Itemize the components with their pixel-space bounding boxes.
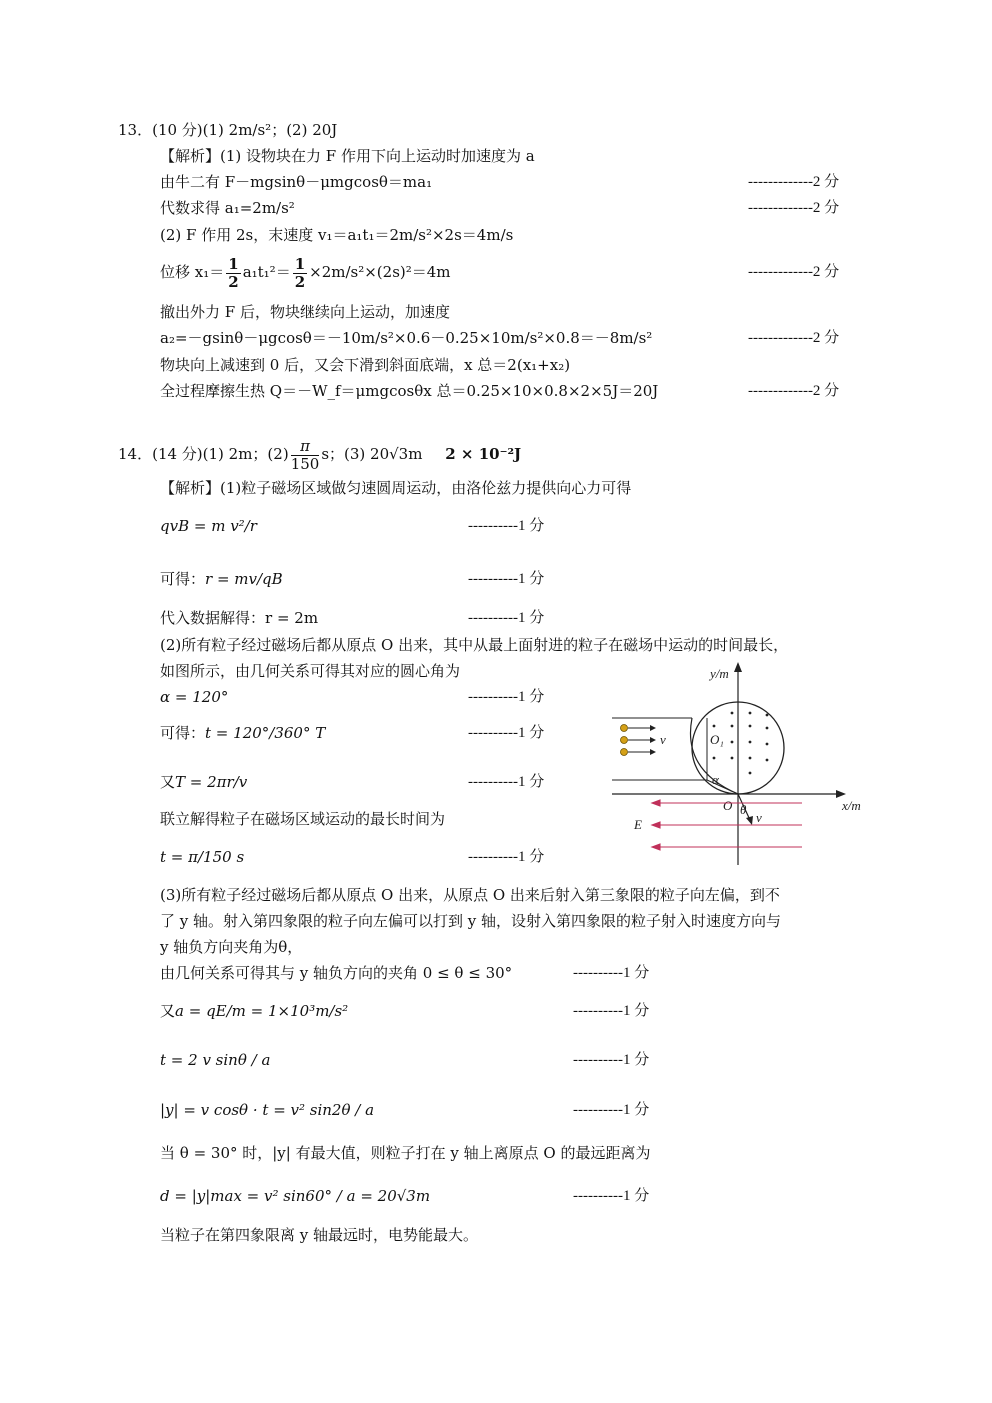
q14-para2b: 如图所示，由几何关系可得其对应的圆心角为 [160, 662, 461, 680]
score-label: ----------1 分 [468, 518, 545, 534]
eq-period: 又T = 2πr/v [160, 773, 248, 791]
q14-header: 14．(14 分)(1) 2m；(2) $\frac{\pi}{150}$ s；(3) 20√3m 2 × 10⁻²J [118, 436, 522, 473]
score-label: ----------1 分 [468, 689, 545, 705]
q14-analysis: 【解析】(1)粒子磁场区域做匀速圆周运动，由洛伦兹力提供向心力可得 [160, 479, 632, 497]
eq-max-distance: d = |y|max = v² sin60° / a = 20√3m [160, 1187, 431, 1205]
field-E-label: E [634, 817, 642, 832]
score-label: -------------2 分 [748, 200, 840, 216]
velocity-label: v [660, 732, 666, 747]
score-label: ----------1 分 [573, 965, 650, 981]
y-axis-label: y/m [710, 666, 729, 681]
score-label: ----------1 分 [468, 610, 545, 626]
exit-velocity-label: v [756, 810, 762, 825]
q14-para2a: (2)所有粒子经过磁场后都从原点 O 出来，其中从最上面射进的粒子在磁场中运动的时间最长， [160, 636, 789, 654]
q14-para3a: (3)所有粒子经过磁场后都从原点 O 出来，从原点 O 出来后射入第三象限的粒子向左偏，到不 [160, 886, 780, 904]
q13-line8: 全过程摩擦生热 Q＝－W_f＝μmgcosθx 总＝0.25×10×0.8×2×5J＝20J [160, 382, 659, 400]
exit-velocity-arrowhead [746, 816, 753, 825]
eq-time-fraction: 可得：t = 120°/360° T [160, 724, 326, 742]
eq-radius: 可得：r = mv/qB [160, 570, 283, 588]
q13-line6: a₂=－gsinθ－μgcosθ＝－10m/s²×0.6－0.25×10m/s²×0.8＝－8m/s² [160, 329, 653, 347]
theta-label: θ [740, 802, 747, 817]
particle-source [621, 725, 657, 756]
fraction-half: $\frac{1}{2}$ [228, 254, 239, 291]
center-label: O₁ [710, 732, 724, 747]
eq-max-time: t = π/150 s [160, 848, 245, 866]
score-label: ----------1 分 [468, 571, 545, 587]
score-label: ----------1 分 [573, 1102, 650, 1118]
score-label: -------------2 分 [748, 330, 840, 346]
q13-line4: 位移 x₁＝ $\frac{1}{2}$ a₁t₁²＝ $\frac{1}{2}$ ×2m/s²×(2s)²＝4m [160, 254, 451, 291]
eq-flight-time: t = 2 v sinθ / a [160, 1051, 271, 1069]
score-label: ----------1 分 [573, 1003, 650, 1019]
eq-lorentz: qvB = m v²/r [160, 517, 257, 535]
score-label: -------------2 分 [748, 264, 840, 280]
fraction-pi-150: $\frac{\pi}{150}$ [290, 436, 320, 473]
score-label: -------------2 分 [748, 383, 840, 399]
eq-radius-value: 代入数据解得：r = 2m [160, 609, 319, 627]
q13-line3: (2) F 作用 2s，末速度 v₁＝a₁t₁＝2m/s²×2s＝4m/s [160, 226, 514, 244]
q14-para3c: y 轴负方向夹角为θ， [160, 938, 303, 956]
eq-acceleration: 又a = qE/m = 1×10³m/s² [160, 1002, 349, 1020]
alpha-label: α [712, 772, 719, 787]
q14-energy-answer: 2 × 10⁻²J [445, 445, 522, 463]
q13-line1: 由牛二有 F－mgsinθ－μmgcosθ＝ma₁ [160, 173, 433, 191]
q13-header: 13．(10 分)(1) 2m/s²；(2) 20J [118, 121, 338, 139]
score-label: ----------1 分 [468, 725, 545, 741]
score-label: ----------1 分 [573, 1188, 650, 1204]
q14-para2c: 联立解得粒子在磁场区域运动的最长时间为 [160, 810, 446, 828]
score-label: ----------1 分 [468, 849, 545, 865]
score-label: ----------1 分 [573, 1052, 650, 1068]
x-axis-label: x/m [842, 798, 861, 813]
score-label: -------------2 分 [748, 174, 840, 190]
q14-para3d: 由几何关系可得其与 y 轴负方向的夹角 0 ≤ θ ≤ 30° [160, 964, 513, 982]
x-axis-arrow [836, 790, 846, 798]
q13-line2: 代数求得 a₁=2m/s² [160, 199, 295, 217]
y-axis-arrow [734, 662, 742, 672]
q13-analysis: 【解析】(1) 设物块在力 F 作用下向上运动时加速度为 a [160, 147, 535, 165]
origin-label: O [723, 798, 733, 813]
score-label: ----------1 分 [468, 774, 545, 790]
q14-para3e: 当 θ = 30° 时，|y| 有最大值，则粒子打在 y 轴上离原点 O 的最远距离为 [160, 1144, 651, 1162]
eq-alpha: α = 120° [160, 688, 229, 706]
eq-displacement: |y| = v cosθ · t = v² sin2θ / a [160, 1101, 375, 1119]
q14-conclusion: 当粒子在第四象限离 y 轴最远时，电势能最大。 [160, 1226, 479, 1244]
q13-line7: 物块向上减速到 0 后，又会下滑到斜面底端，x 总＝2(x₁+x₂) [160, 356, 571, 374]
fraction-half: $\frac{1}{2}$ [294, 254, 306, 291]
magnetic-field-diagram [612, 660, 872, 870]
q14-para3b: 了 y 轴。射入第四象限的粒子向左偏可以打到 y 轴，设射入第四象限的粒子射入时速度方向与 [160, 912, 782, 930]
q13-line5: 撤出外力 F 后，物块继续向上运动，加速度 [160, 303, 450, 321]
